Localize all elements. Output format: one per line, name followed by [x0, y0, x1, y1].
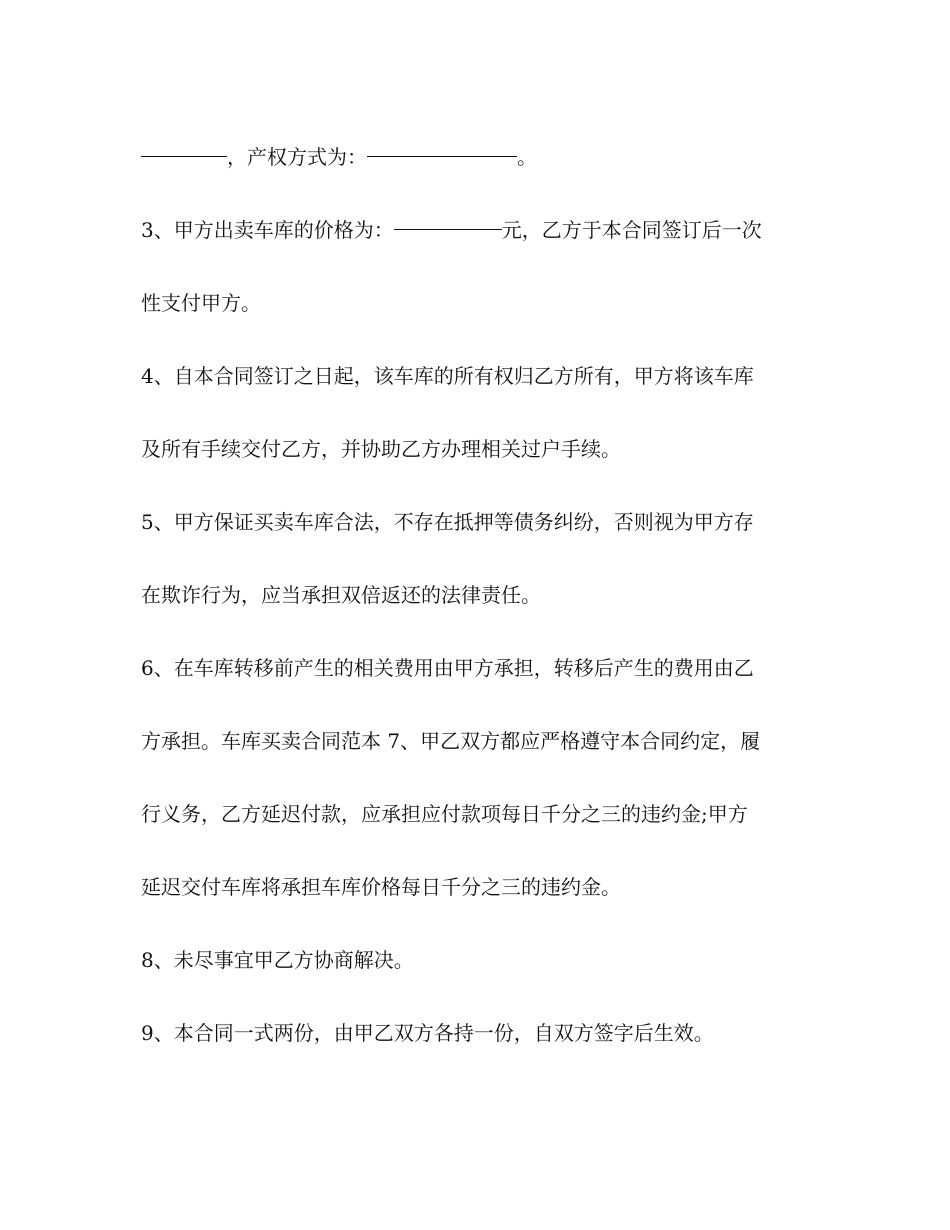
clause-line: 行义务，乙方延迟付款，应承担应付款项每日千分之三的违约金;甲方 [141, 802, 748, 826]
clause-line: 8、未尽事宜甲乙方协商解决。 [141, 948, 414, 972]
fill-in-blank [367, 156, 517, 157]
clause-line: 延迟交付车库将承担车库价格每日千分之三的违约金。 [141, 875, 621, 899]
clause-line: 5、甲方保证买卖车库合法，不存在抵押等债务纠纷，否则视为甲方存 [141, 510, 754, 534]
clause-text: 。 [517, 145, 537, 169]
clause-line-price [141, 210, 821, 283]
contract-text [141, 137, 821, 1086]
fill-in-blank [141, 156, 227, 157]
clause-line: 在欺诈行为，应当承担双倍返还的法律责任。 [141, 583, 541, 607]
clause-line: 方承担。车库买卖合同范本 7、甲乙双方都应严格遵守本合同约定，履 [141, 729, 761, 753]
clause-line: 6、在车库转移前产生的相关费用由甲方承担，转移后产生的费用由乙 [141, 656, 754, 680]
clause-text: 元，乙方于本合同签订后一次 [501, 218, 762, 242]
clause-line-property-type [141, 137, 821, 210]
clause-line: 4、自本合同签订之日起，该车库的所有权归乙方所有，甲方将该车库 [141, 364, 754, 388]
clause-text: ，产权方式为： [227, 145, 367, 169]
clause-line: 性支付甲方。 [141, 291, 261, 315]
clause-text: 3、甲方出卖车库的价格为： [141, 218, 394, 242]
clause-line: 9、本合同一式两份，由甲乙双方各持一份，自双方签字后生效。 [141, 1021, 714, 1045]
clause-line: 及所有手续交付乙方，并协助乙方办理相关过户手续。 [141, 437, 621, 461]
fill-in-blank [394, 229, 502, 230]
